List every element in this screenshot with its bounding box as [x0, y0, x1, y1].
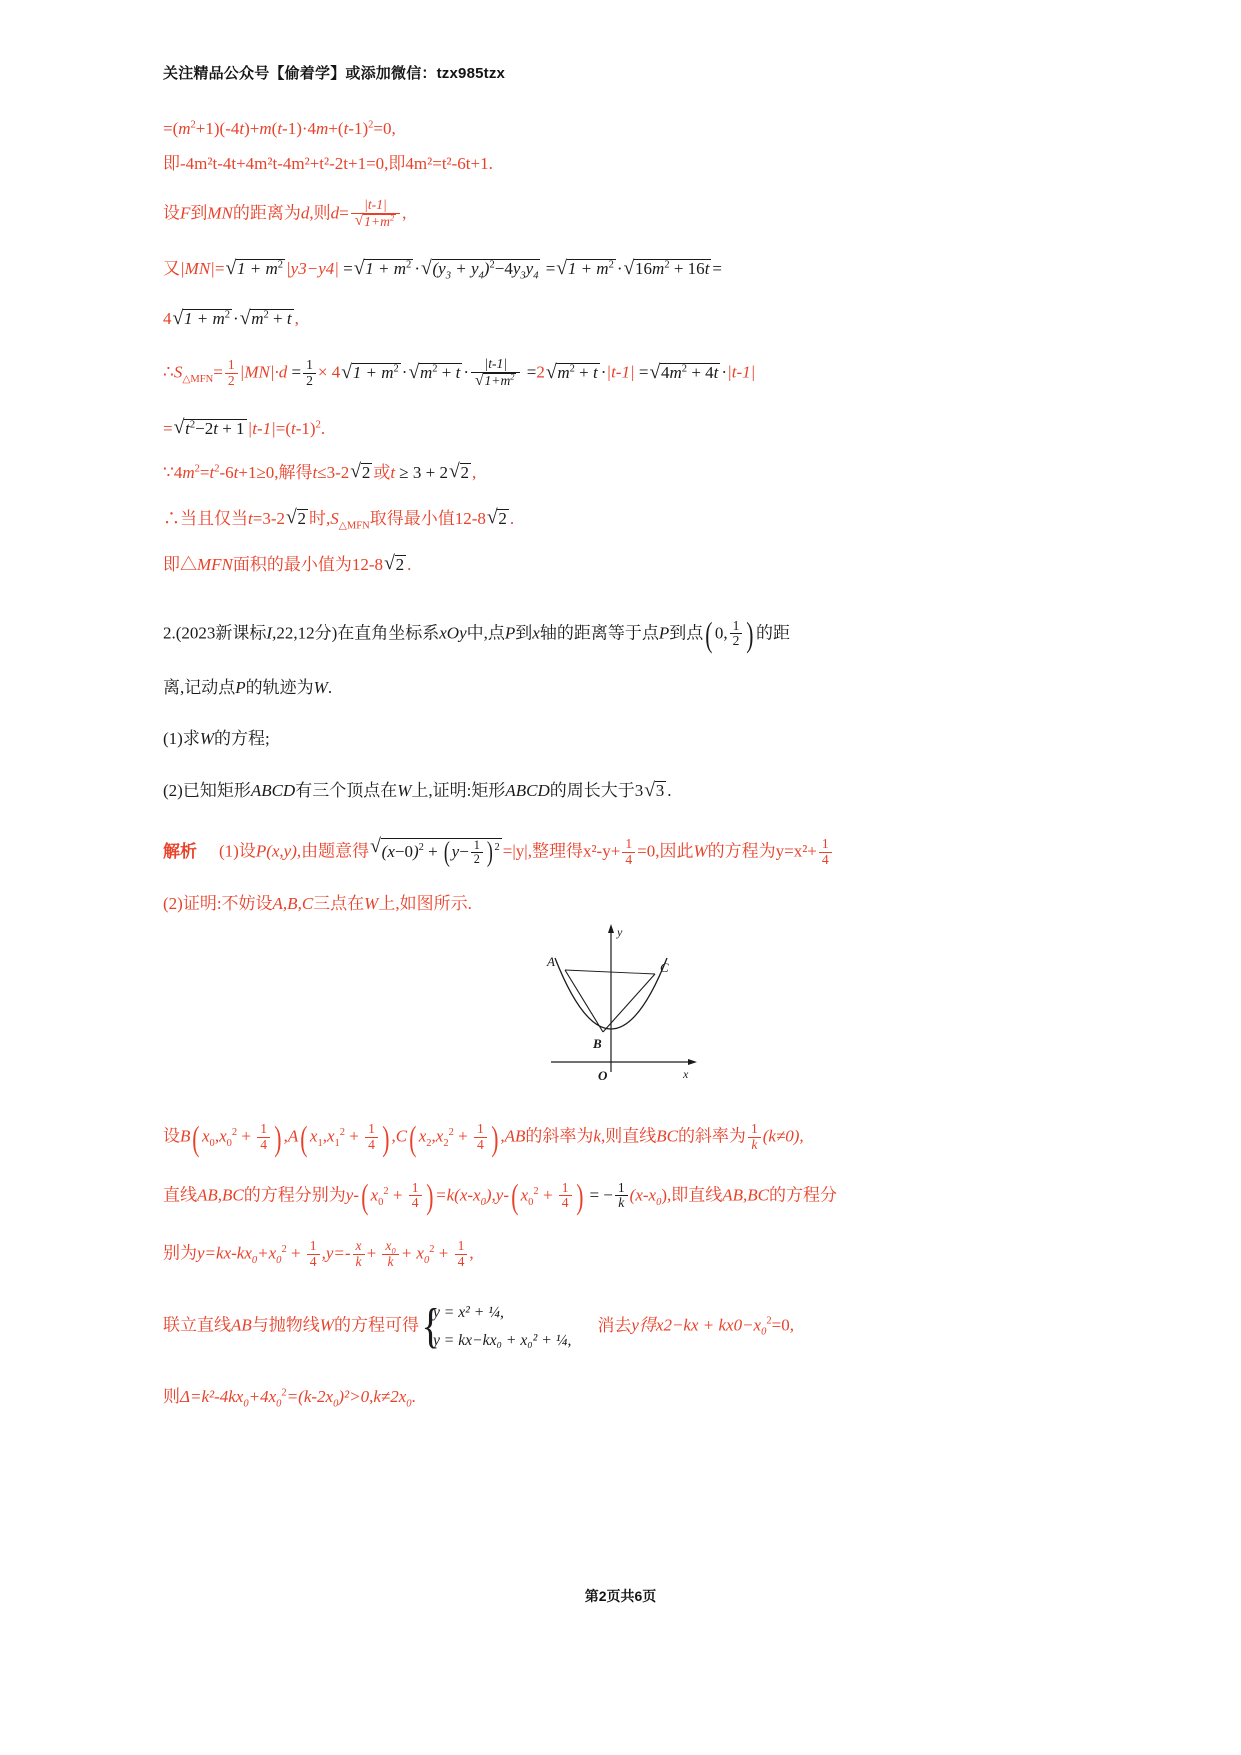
eq-var-MN: MN [207, 203, 233, 223]
sqrt [649, 363, 720, 381]
eq-var-d: d [330, 203, 340, 223]
solution-part3-line-3: 别为$y=kx-kx_0+x_0^2$ + $\frac{1}{4}$ ,y=- $\frac{x}{k}$ + $\frac{x_0}{k}$ + $x_0^2$ + $\frac{1}{4}$ , [163, 1238, 474, 1269]
text-seg: , [283, 1126, 288, 1146]
segment-ab [565, 970, 603, 1032]
sqrt [556, 259, 616, 277]
text-seg: x [532, 623, 540, 643]
text-seg: (1)设 [219, 841, 256, 861]
text-seg: 有三个顶点在 [295, 781, 398, 801]
parabola-figure [493, 922, 723, 1102]
solution-line-2: 即-4m²t-4t+4m²t-4m²+t²-2t+1=0,即4m²=t²-6t+1. [163, 154, 493, 173]
sqrt-radicand: $1+m^2$ [484, 371, 515, 389]
eq-seg: = [213, 362, 223, 382]
text-seg: 的方程为 [707, 841, 776, 861]
eq-seg: 的距离为 [232, 203, 301, 223]
text-seg: 与抛物线 [251, 1315, 320, 1335]
solution-line-5 [163, 309, 1103, 327]
eq-seg: -6 [219, 462, 234, 482]
fraction-numerator: |t-1| [364, 197, 387, 212]
sqrt [240, 309, 294, 327]
solution-part3-line-1: 设B( $x_0,x_0^2$ + $\frac{1}{4}$ ) ,A( $x_1,x_1^2$ + $\frac{1}{4}$ ) ,C( $x_2,x_2^2$ + $\frac{1}{4}$ ) ,AB的斜率为k,则直线BC的斜率为 $\frac{1}{k}$ (k≠0), [163, 1118, 804, 1158]
eq-var-AB: AB [504, 1126, 526, 1146]
eq-seg: , [472, 462, 477, 482]
eq-seg: ∵4 [163, 462, 183, 482]
label-x-axis: x [683, 1067, 689, 1082]
eq-seg: · [721, 362, 728, 382]
text-seg: 则 [163, 1387, 180, 1407]
sqrt-radicand: $1 + m^2$ [236, 259, 283, 279]
fraction-d [471, 357, 520, 388]
text-seg: A,B,C [272, 894, 314, 914]
figure-container [163, 922, 1103, 1112]
eq-seg: · [616, 259, 623, 279]
eq-var-AB: AB [231, 1315, 252, 1335]
eq-seg: · [401, 362, 408, 382]
eq-var-m: m [259, 119, 272, 138]
eq-seg: +1≥0,解得 [238, 462, 313, 482]
equation-system [419, 1299, 571, 1354]
text-seg: ),即直线 [661, 1185, 723, 1205]
eq-var-y: y [631, 1315, 639, 1335]
text-seg: (2)证明:不妨设 [163, 894, 273, 914]
eq-sub: △MFN [182, 374, 214, 386]
text-seg: ,则直线 [600, 1126, 657, 1146]
text-seg: P [235, 678, 246, 698]
sqrt [286, 509, 308, 527]
fraction-denominator: 2 [303, 373, 316, 389]
text-seg: 的轨迹为 [245, 678, 314, 698]
eq-seg: = [339, 203, 349, 223]
eq-seg: , [402, 203, 407, 223]
text-seg: x²-y+ [582, 841, 621, 861]
fraction-half [303, 358, 316, 388]
text-seg: 直线 [163, 1185, 197, 1205]
problem-2-stem-line-1 [163, 614, 1103, 654]
eq-var-S: S [330, 508, 339, 528]
eq-var-W: W [364, 894, 379, 914]
sqrt-radicand: 3 [655, 781, 665, 801]
problem-2-question-1 [163, 730, 1103, 747]
sqrt [475, 373, 516, 389]
eq-var-m: m [182, 462, 195, 482]
text-seg: 上,如图所示. [378, 894, 472, 914]
sqrt [354, 259, 414, 277]
eq-seg: = [199, 462, 210, 482]
eq-var-S: S [173, 362, 183, 382]
text-seg: 消去 [597, 1315, 632, 1335]
sqrt [173, 309, 233, 327]
fraction-numerator: 1 [227, 357, 235, 373]
eq-var-W: W [693, 841, 708, 861]
sqrt-radicand: 2 [297, 508, 307, 528]
fraction-numerator: 1 [306, 357, 313, 373]
eq-seg: 即△ [163, 554, 197, 574]
sqrt-radicand: $t^2-2t + 1$ [185, 418, 245, 438]
eq-seg: · [463, 362, 470, 382]
eq-seg: )+ [244, 119, 260, 138]
eq-seg: -1) [348, 119, 369, 138]
eq-seg: = [343, 259, 353, 279]
text-seg: 的方程分别为 [243, 1185, 346, 1205]
sqrt-radicand: $m^2 + t$ [557, 362, 598, 382]
sqrt-radicand: $1 + m^2$ [352, 362, 399, 382]
fraction-numerator: 1 [625, 836, 633, 852]
solution-analysis-line-2 [163, 895, 1103, 912]
eq-seg: |MN|·d [239, 362, 288, 382]
text-seg: P [504, 623, 516, 643]
text-seg: 的方程分 [769, 1185, 838, 1205]
sqrt-radicand: $4m^2 + 4t$ [661, 362, 719, 382]
eq-seg: · [414, 259, 420, 279]
eq-var-ABBC: AB,BC [197, 1185, 244, 1205]
eq-seg: = [526, 362, 537, 382]
sqrt-radicand: $1 + m^2$ [184, 309, 231, 329]
text-seg: ,22,12分)在直角坐标系 [272, 623, 440, 643]
eq-var-t: t [277, 119, 283, 138]
text-seg: 轴的距离等于点 [539, 623, 659, 643]
eq-var-MFN: MFN [197, 554, 233, 574]
eq-seg: 4 [163, 309, 172, 329]
solution-line-3 [163, 198, 1103, 229]
text-seg: W [313, 678, 328, 698]
label-B: B [593, 1036, 602, 1052]
sqrt-radicand: 2 [361, 462, 371, 482]
text-seg: W [199, 729, 214, 749]
eq-seg: =( [275, 418, 292, 438]
label-y-axis: y [617, 925, 623, 940]
text-seg: 的斜率为 [677, 1126, 746, 1146]
eq-var-d: d [300, 203, 310, 223]
document-content [163, 120, 1103, 1411]
y-axis-arrow [608, 924, 614, 933]
eq-seg: (x,y) [266, 841, 297, 861]
text-seg: xOy [439, 623, 467, 643]
eq-seg: -1) [295, 418, 316, 438]
text-seg: ABCD [505, 781, 550, 801]
problem-2-question-2 [163, 781, 1103, 799]
sqrt [341, 363, 401, 381]
eq-seg: |y3−y4| [286, 259, 339, 279]
eq-seg: 设 [163, 203, 180, 223]
text-seg: 2.(2023新课标 [163, 623, 267, 643]
segment-ac [565, 970, 655, 974]
text-seg: , [391, 1126, 396, 1146]
sqrt-radicand: 2 [460, 462, 469, 482]
sqrt-radicand: 2 [498, 508, 507, 528]
eq-seg: 到 [190, 203, 208, 223]
text-seg: 别为 [163, 1243, 197, 1263]
analysis-label: 解析 [163, 841, 197, 861]
eq-seg: |t-1| [247, 418, 276, 438]
eq-seg: =( [163, 119, 179, 138]
eq-var-C: C [395, 1126, 408, 1146]
eq-seg: +( [328, 119, 344, 138]
problem-2-stem-line-2 [163, 679, 1103, 696]
eq-seg: = [712, 259, 723, 279]
eq-exp: 2 [315, 419, 321, 431]
solution-analysis-line-1 [163, 837, 1103, 867]
eq-seg: |t-1| [727, 362, 756, 382]
eq-seg: 面积的最小值为12-8 [232, 554, 384, 574]
label-A: A [547, 954, 555, 970]
fraction-quarter [622, 837, 635, 867]
fraction-quarter [819, 837, 832, 867]
text-seg: , [500, 1126, 505, 1146]
eq-var-B: B [180, 1126, 191, 1146]
text-seg: 0, [714, 623, 728, 643]
sqrt-radicand: $(x-0)^2$ + ( y− $\frac{1}{2}$ ) $^2$ [381, 835, 500, 868]
text-seg: I [266, 623, 273, 643]
eq-seg: 取得最小值12-8 [369, 508, 486, 528]
sqrt [624, 259, 712, 277]
eq-seg: -1)·4 [282, 119, 317, 138]
sqrt [225, 259, 285, 277]
fraction-numerator: 1 [732, 617, 740, 633]
eq-var-t: t [291, 418, 296, 438]
eq-seg: . [407, 554, 412, 574]
eq-seg: |t-1| [606, 362, 635, 382]
solution-part3-line-2: 直线AB,BC的方程分别为y-( $x_0^2$ + $\frac{1}{4}$ ) $=k(x-x_0),y-$( $x_0^2$ + $\frac{1}{4}$ ) = − $\frac{1}{k}$ $(x-x_0)$,即直线AB,BC的方程分 [163, 1176, 838, 1216]
system-row-1: { y = x² + ¼, [432, 1304, 504, 1322]
fraction-numerator: 1 [821, 836, 829, 852]
sqrt [350, 463, 372, 481]
eq-var-t: t [209, 462, 215, 482]
sqrt [355, 214, 396, 230]
sqrt-radicand: $m^2 + t$ [251, 309, 292, 329]
paren-close: ) [746, 614, 754, 654]
text-seg: (k≠0), [762, 1126, 804, 1146]
eq-var-t: t [343, 119, 349, 138]
label-C: C [660, 960, 669, 976]
sqrt-radicand: $1+m^2$ [364, 212, 395, 229]
text-seg: =0,因此 [637, 841, 694, 861]
sqrt [174, 419, 247, 437]
text-seg: P [658, 623, 670, 643]
fraction-denominator: 2 [225, 373, 238, 389]
fraction-denominator: 2 [730, 633, 743, 649]
text-seg: 上,证明:矩形 [411, 781, 506, 801]
sqrt-radicand: $1 + m^2$ [567, 259, 614, 279]
eq-var-m: m [316, 119, 329, 138]
eq-var-P: P [255, 841, 267, 861]
paren-open: ( [705, 614, 713, 654]
sqrt [546, 363, 600, 381]
text-seg: 的周长大于3 [549, 781, 644, 801]
eq-sub: △MFN [338, 520, 370, 532]
eq-seg: = [291, 362, 302, 382]
eq-seg: +1)(-4 [195, 119, 240, 138]
eq-var-t: t [312, 462, 318, 482]
fraction-half [225, 358, 238, 388]
eq-var-m: m [178, 119, 191, 138]
eq-var-ABBC: AB,BC [722, 1185, 770, 1205]
text-seg: 中,点 [466, 623, 505, 643]
eq-seg: , [294, 309, 299, 329]
text-seg: ABCD [250, 781, 296, 801]
text-seg: . [327, 678, 333, 698]
sqrt [408, 363, 462, 381]
text-seg: 的方程; [214, 729, 270, 749]
sqrt [370, 835, 502, 868]
sqrt [384, 555, 406, 573]
eq-abs-MN: |MN| [180, 259, 215, 279]
eq-seg: ,则 [309, 203, 331, 223]
x-axis-arrow [688, 1059, 697, 1065]
solution-line-8 [163, 463, 1103, 481]
text-seg: 到 [515, 623, 533, 643]
text-seg: 离,记动点 [163, 678, 236, 698]
text-seg: ,由题意得 [296, 841, 370, 861]
eq-seg: = [545, 259, 556, 279]
sqrt [421, 259, 540, 282]
eq-seg: = [214, 259, 225, 279]
sqrt [644, 781, 666, 799]
text-seg: 的方程可得 [333, 1315, 419, 1335]
text-seg: 的距 [755, 623, 790, 643]
solution-part3-line-5: 则$\Delta=k^2-4kx_0+4x_0^2=(k-2x_0)^2>0,k\ne 2x_0$. [163, 1387, 416, 1410]
sqrt [487, 509, 509, 527]
fraction-denominator: 4 [819, 852, 832, 868]
eq-var-t: t [390, 462, 396, 482]
eq-var-A: A [287, 1126, 299, 1146]
eq-seg: ≤3-2 [317, 462, 350, 482]
system-row-2: y = kx−kx₀ + x₀² + ¼, [432, 1331, 572, 1349]
eq-seg: · [600, 362, 607, 382]
eq-seg: . [320, 418, 326, 438]
eq-var-t: t [248, 508, 253, 528]
solution-line-4 [163, 259, 1103, 282]
sqrt-radicand: 2 [395, 554, 405, 574]
text-seg: (1)求 [163, 729, 200, 749]
eq-exp: 2 [368, 119, 374, 131]
eq-seg: 2 [536, 362, 545, 382]
fraction-denominator: 4 [622, 852, 635, 868]
eq-seg: ( [271, 119, 278, 138]
text-seg: 设 [163, 1126, 180, 1146]
eq-var-t: t [233, 462, 239, 482]
eq-exp: 2 [194, 463, 200, 475]
eq-var-BC: BC [656, 1126, 678, 1146]
sqrt-radicand: $(y_3 + y_4)^2-4y_3y_4$ [432, 259, 539, 282]
page-footer: 第2页共6页 [584, 1588, 657, 1604]
eq-var-W: W [319, 1315, 334, 1335]
fraction-half [730, 619, 743, 649]
eq-var-k: k [593, 1126, 601, 1146]
text-seg: =|y|,整理得 [502, 841, 583, 861]
text-seg: 到点 [669, 623, 704, 643]
eq-seg: · [233, 309, 239, 329]
solution-line-9 [163, 508, 1103, 532]
eq-var-F: F [180, 203, 191, 223]
eq-exp: 2 [190, 119, 196, 131]
eq-seg: 时, [309, 508, 331, 528]
text-seg: 联立直线 [163, 1315, 231, 1335]
text-seg: W [397, 781, 412, 801]
fraction-numerator: |t-1| [484, 356, 508, 372]
solution-line-6 [163, 357, 1103, 388]
eq-seg: ∴当且仅当 [163, 508, 248, 528]
sqrt-radicand: $16m^2 + 16t$ [635, 259, 710, 279]
eq-seg: = [163, 418, 173, 438]
eq-seg: 又 [163, 259, 180, 279]
solution-part3-line-4: 联立直线AB与抛物线W的方程可得 { y = x² + ¼, y = kx−kx₀ + x₀² + ¼, 消去y得$x2-kx + kx0-x_0^2=0$, [163, 1299, 1103, 1354]
page-watermark-header: 关注精品公众号【偷着学】或添加微信：tzx985tzx [163, 65, 506, 82]
label-O: O [598, 1068, 608, 1084]
text-seg: y=x²+ [775, 841, 817, 861]
text-seg: 的斜率为 [525, 1126, 594, 1146]
eq-seg: × 4 [317, 362, 341, 382]
text-seg: . [667, 781, 672, 801]
sqrt [449, 463, 471, 481]
eq-seg: =3-2 [252, 508, 285, 528]
eq-seg: . [509, 508, 515, 528]
eq-seg: =0, [373, 119, 396, 138]
eq-seg: 或 [373, 462, 391, 482]
solution-line-1 [163, 120, 1103, 137]
text-seg: (2)已知矩形 [163, 781, 251, 801]
eq-seg: ∴ [163, 362, 174, 382]
fraction-numerator: $x_0$ [385, 1238, 396, 1256]
eq-var-t: t [239, 119, 245, 138]
eq-seg: = [638, 362, 649, 382]
sqrt-radicand: $1 + m^2$ [365, 259, 412, 279]
text-seg: 三点在 [313, 894, 365, 914]
fraction-d [351, 198, 400, 229]
sqrt-radicand: $m^2 + t$ [420, 362, 461, 382]
eq-seg: ≥ 3 + 2 [395, 462, 448, 482]
eq-var-delta: Δ [180, 1387, 190, 1407]
solution-line-10 [163, 555, 1103, 573]
eq-exp: 2 [214, 463, 220, 475]
solution-line-7 [163, 419, 1103, 437]
